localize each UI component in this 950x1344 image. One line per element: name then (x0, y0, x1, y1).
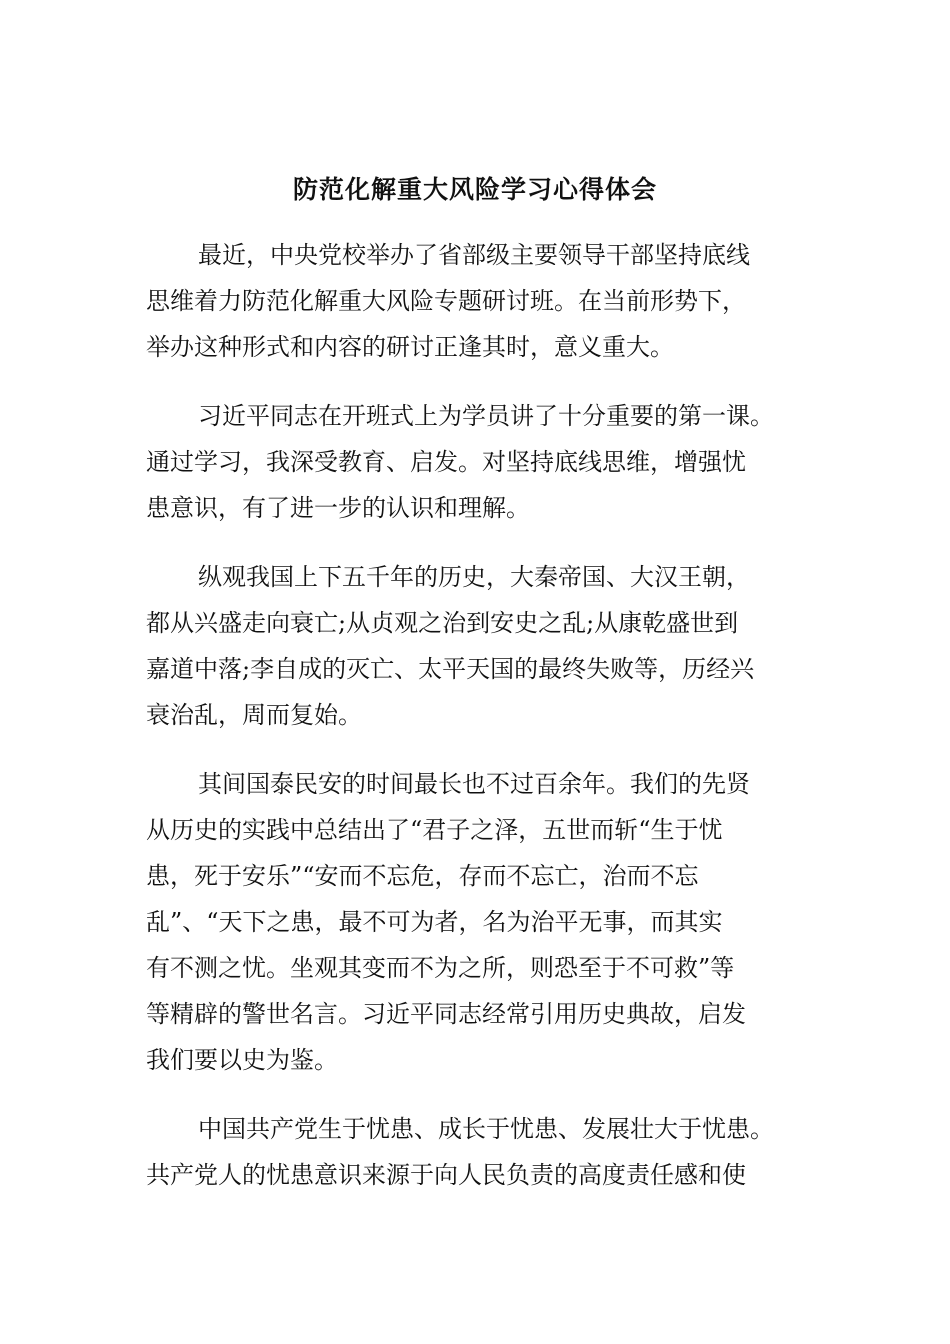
paragraph-line: 中国共产党生于忧患、成长于忧患、发展壮大于忧患。 (198, 1115, 774, 1143)
paragraph-line: 举办这种形式和内容的研讨正逢其时，意义重大。 (146, 333, 674, 361)
paragraph-line: 我们要以史为鉴。 (146, 1046, 338, 1074)
paragraph-5 (146, 1106, 806, 1198)
paragraph-line: 乱”、“天下之患，最不可为者，名为治平无事，而其实 (146, 908, 723, 936)
paragraph-line: 衰治乱，周而复始。 (146, 701, 362, 729)
paragraph-line: 患，死于安乐”“安而不忘危，存而不忘亡，治而不忘 (146, 862, 699, 890)
paragraph-line: 思维着力防范化解重大风险专题研讨班。在当前形势下， (146, 287, 746, 315)
paragraph-line: 都从兴盛走向衰亡;从贞观之治到安史之乱;从康乾盛世到 (146, 609, 739, 637)
paragraph-line: 习近平同志在开班式上为学员讲了十分重要的第一课。 (198, 402, 774, 430)
paragraph-line: 嘉道中落;李自成的灭亡、太平天国的最终失败等，历经兴 (146, 655, 755, 683)
paragraph-4 (146, 761, 806, 1083)
paragraph-3 (146, 554, 806, 738)
paragraph-line: 最近，中央党校举办了省部级主要领导干部坚持底线 (198, 241, 750, 269)
paragraph-line: 通过学习，我深受教育、启发。对坚持底线思维，增强忧 (146, 448, 746, 476)
paragraph-2 (146, 393, 806, 531)
paragraph-1 (146, 232, 806, 370)
paragraph-line: 纵观我国上下五千年的历史，大秦帝国、大汉王朝， (198, 563, 750, 591)
paragraph-line: 患意识，有了进一步的认识和理解。 (146, 494, 530, 522)
document-title: 防范化解重大风险学习心得体会 (292, 175, 657, 204)
paragraph-line: 从历史的实践中总结出了“君子之泽，五世而斩“生于忧 (146, 816, 723, 844)
paragraph-line: 等精辟的警世名言。习近平同志经常引用历史典故，启发 (146, 1000, 746, 1028)
paragraph-line: 有不测之忧。坐观其变而不为之所，则恐至于不可救”等 (146, 954, 735, 982)
document-body (146, 232, 806, 1221)
paragraph-line: 其间国泰民安的时间最长也不过百余年。我们的先贤 (198, 770, 750, 798)
paragraph-line: 共产党人的忧患意识来源于向人民负责的高度责任感和使 (146, 1161, 746, 1189)
